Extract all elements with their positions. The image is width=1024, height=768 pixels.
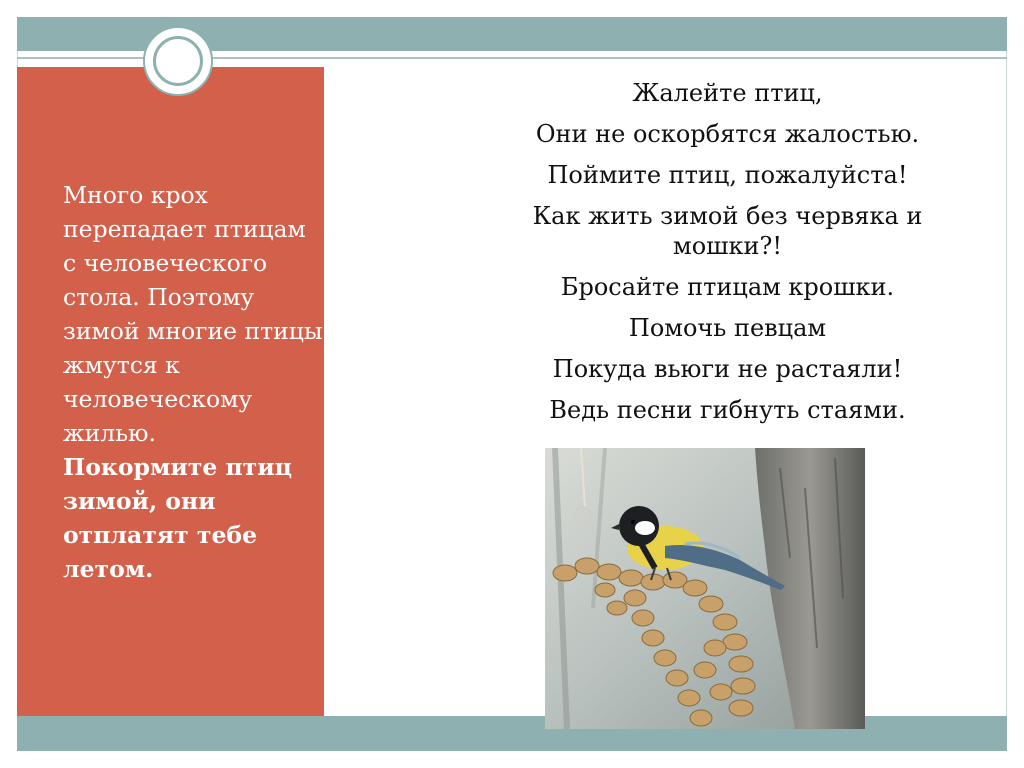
left-panel-text xyxy=(63,178,325,586)
decor-circle-inner-icon xyxy=(153,36,203,86)
poem-line: Помочь певцам xyxy=(628,314,827,342)
poem-line: Поймите птиц, пожалуйста! xyxy=(547,161,908,189)
left-panel-bold-text: Покормите птиц зимой, они отплатят тебе летом. xyxy=(63,453,293,583)
poem-line: Бросайте птицам крошки. xyxy=(560,273,895,301)
poem-line: Они не оскорбятся жалостью. xyxy=(535,120,920,148)
titmouse-on-peanut-garland-image xyxy=(545,448,865,729)
poem xyxy=(505,78,950,436)
poem-line: Покуда вьюги не растаяли! xyxy=(552,355,903,383)
left-panel-paragraph: Много крох перепадает птицам с человеческого стола. Поэтому зимой многие птицы жмутся к человеческому жилью. xyxy=(63,181,323,447)
poem-line: Ведь песни гибнуть стаями. xyxy=(549,396,906,424)
bird-feeder-photo xyxy=(545,448,865,729)
poem-line: Жалейте птиц, xyxy=(632,79,823,107)
poem-line: Как жить зимой без червяка и мошки?! xyxy=(532,202,923,260)
